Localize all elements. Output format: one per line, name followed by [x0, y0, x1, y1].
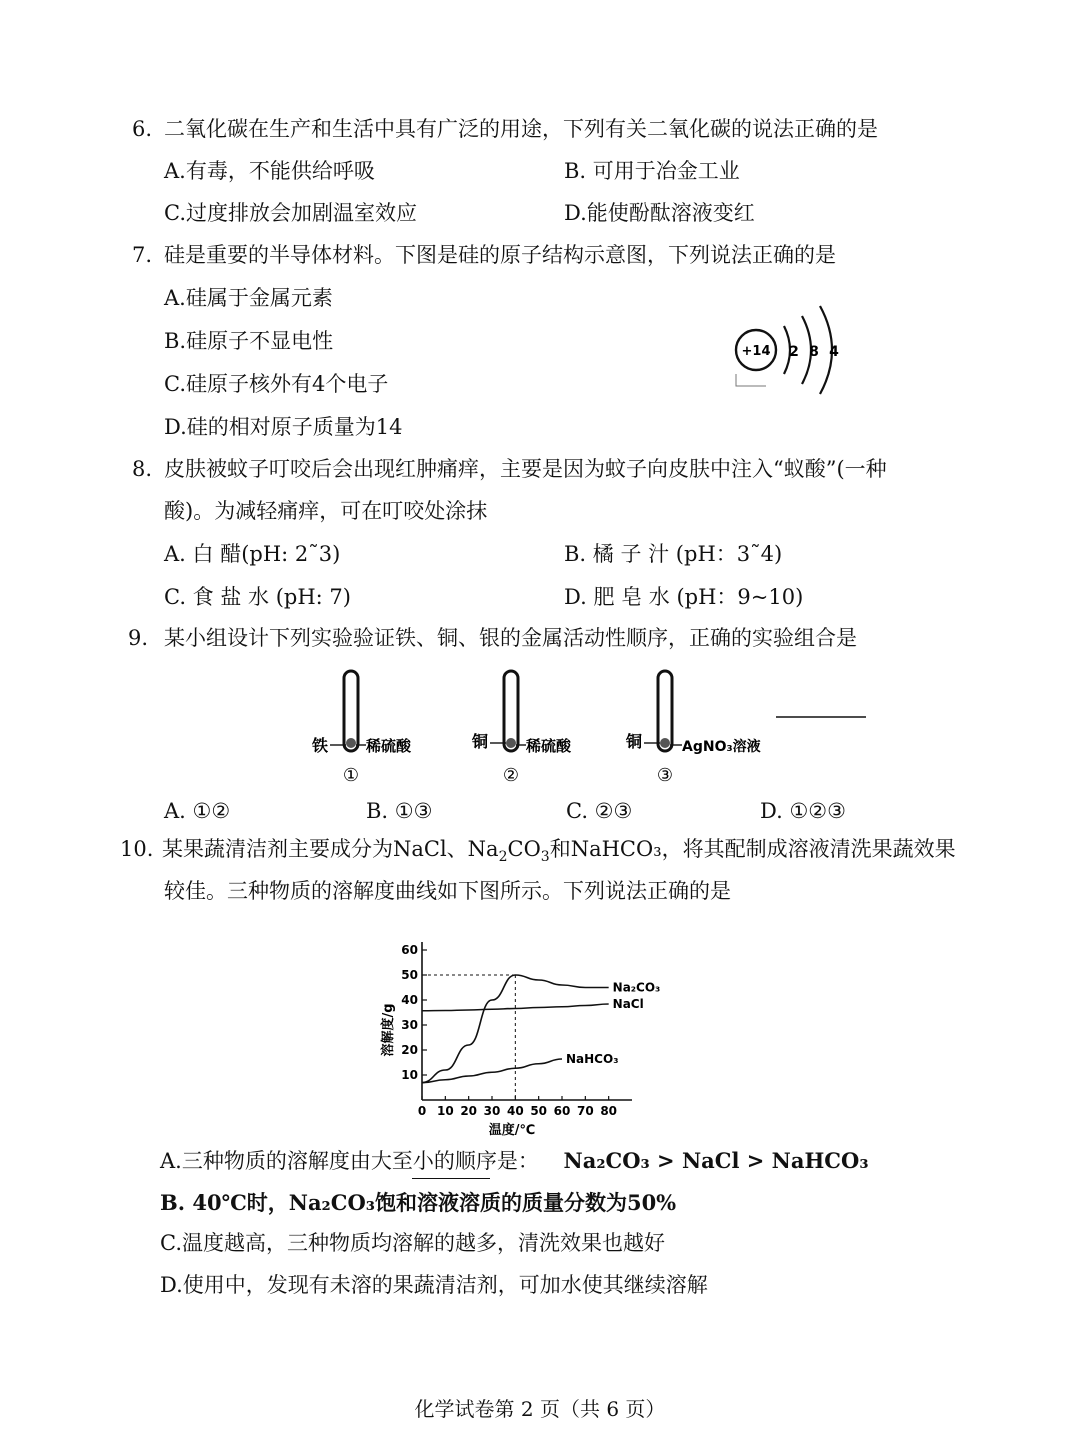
atom-baseline-mark — [736, 374, 766, 386]
test-tube-2 — [471, 671, 572, 786]
q10-option-a-underline — [412, 1178, 490, 1179]
q10-option-b: B. 40℃时，Na₂CO₃饱和溶液溶质的质量分数为50% — [160, 1190, 677, 1215]
test-tube-2-solution-label: 稀硫酸 — [526, 737, 572, 755]
q10-stem-line1-part-c: 和NaHCO₃，将其配制成溶液清洗果蔬效果 — [549, 837, 956, 861]
test-tube-2-metal-piece — [506, 738, 516, 748]
q9-number: 9. — [128, 626, 149, 650]
x-tick-label-7: 70 — [576, 1104, 594, 1118]
q10-stem-line1-sub-b: 3 — [540, 849, 550, 866]
atom-shell-electrons-3: 4 — [829, 344, 839, 360]
y-tick-label-5: 60 — [401, 943, 418, 957]
q9-test-tubes-figure — [300, 665, 880, 795]
q10-option-d: D.使用中，发现有未溶的果蔬清洁剂，可加水使其继续溶解 — [160, 1273, 708, 1297]
q6-stem: 二氧化碳在生产和生活中具有广泛的用途，下列有关二氧化碳的说法正确的是 — [164, 117, 878, 141]
x-axis-title: 温度/℃ — [488, 1123, 536, 1138]
x-tick-label-5: 50 — [530, 1104, 548, 1118]
q9-option-b: B. ①③ — [366, 799, 433, 823]
x-tick-label-2: 20 — [460, 1104, 478, 1118]
test-tube-3-metal-label: 铜 — [626, 732, 643, 751]
q9-option-a: A. ①② — [164, 799, 231, 823]
q7-stem: 硅是重要的半导体材料。下图是硅的原子结构示意图，下列说法正确的是 — [164, 243, 836, 267]
series-label-nacl: NaCl — [612, 997, 644, 1011]
atom-shell-electrons-2: 8 — [809, 344, 819, 360]
y-tick-label-1: 20 — [401, 1043, 418, 1057]
q10-number: 10. — [120, 837, 154, 861]
q8-option-c: C. 食 盐 水 (pH: 7) — [164, 585, 351, 609]
atom-shell-electrons-1: 2 — [789, 344, 799, 360]
x-tick-label-8: 80 — [600, 1104, 618, 1118]
test-tube-3-number: ③ — [656, 765, 674, 786]
test-tube-2-number: ② — [502, 765, 520, 786]
q6-option-a: A.有毒，不能供给呼吸 — [164, 159, 375, 183]
q10-option-c: C.温度越高，三种物质均溶解的越多，清洗效果也越好 — [160, 1231, 665, 1255]
q6-option-d: D.能使酚酞溶液变红 — [564, 201, 755, 225]
q7-option-b: B.硅原子不显电性 — [164, 329, 334, 353]
q9-option-d: D. ①②③ — [760, 799, 846, 823]
q6-number: 6. — [132, 117, 153, 141]
q10-stem-line1 — [162, 836, 956, 870]
solubility-curve-chart — [372, 930, 661, 1140]
x-tick-label-6: 60 — [553, 1104, 571, 1118]
q6-option-c: C.过度排放会加剧温室效应 — [164, 201, 417, 225]
q9-option-c: C. ②③ — [566, 799, 633, 823]
test-tube-1-number: ① — [342, 765, 360, 786]
page-footer: 化学试卷第 2 页（共 6 页） — [414, 1397, 666, 1421]
test-tube-3-metal-piece — [660, 738, 670, 748]
q10-option-a-text: A.三种物质的溶解度由大至小的顺序是： — [160, 1149, 539, 1173]
y-tick-label-3: 40 — [401, 993, 418, 1007]
x-tick-label-4: 40 — [506, 1104, 524, 1118]
test-tube-1-metal-label: 铁 — [312, 736, 329, 755]
x-tick-label-3: 30 — [483, 1104, 501, 1118]
q10-stem-line1-sub-a: 2 — [498, 849, 508, 866]
y-tick-label-4: 50 — [401, 968, 418, 982]
test-tube-1-solution-label: 稀硫酸 — [366, 737, 412, 755]
q9-stem: 某小组设计下列实验验证铁、铜、银的金属活动性顺序，正确的实验组合是 — [164, 626, 857, 650]
y-tick-label-2: 30 — [401, 1018, 418, 1032]
test-tube-2-metal-label: 铜 — [472, 732, 489, 751]
q8-option-d: D. 肥 皂 水 (pH：9~10) — [564, 585, 804, 609]
x-tick-label-1: 10 — [436, 1104, 454, 1118]
q8-stem-line1: 皮肤被蚊子叮咬后会出现红肿痛痒，主要是因为蚊子向皮肤中注入“蚁酸”(一种 — [164, 457, 887, 481]
atom-nucleus-charge: +14 — [741, 344, 771, 359]
test-tube-1 — [311, 671, 412, 786]
q10-option-a — [160, 1148, 869, 1174]
q8-number: 8. — [132, 457, 153, 481]
q10-option-a-formula: Na₂CO₃ > NaCl > NaHCO₃ — [563, 1148, 869, 1173]
q8-option-a: A. 白 醋(pH: 2˜3) — [164, 542, 341, 566]
series-label-nahco3: NaHCO₃ — [566, 1052, 619, 1066]
q8-option-b: B. 橘 子 汁 (pH：3˜4) — [564, 542, 783, 566]
y-axis-title: 溶解度/g — [381, 1003, 396, 1057]
series-label-na2co3: Na₂CO₃ — [612, 980, 661, 995]
q6-option-b: B. 可用于冶金工业 — [564, 159, 740, 183]
test-tube-3-solution-label: AgNO₃溶液 — [682, 739, 761, 755]
silicon-atom-structure-diagram — [726, 300, 856, 410]
q7-option-c: C.硅原子核外有4个电子 — [164, 372, 389, 396]
y-tick-label-0: 10 — [401, 1068, 418, 1082]
test-tube-1-metal-piece — [346, 738, 356, 748]
q10-stem-line2: 较佳。三种物质的溶解度曲线如下图所示。下列说法正确的是 — [164, 879, 731, 903]
q8-stem-line2: 酸)。为减轻痛痒，可在叮咬处涂抹 — [164, 499, 488, 523]
q10-stem-line1-part-a: 某果蔬清洁剂主要成分为NaCl、Na — [162, 837, 499, 861]
q7-option-a: A.硅属于金属元素 — [164, 286, 333, 310]
test-tube-3 — [625, 671, 761, 786]
q7-number: 7. — [132, 243, 153, 267]
q7-option-d: D.硅的相对原子质量为14 — [164, 415, 403, 439]
x-tick-label-0: 0 — [417, 1104, 427, 1118]
q10-stem-line1-part-b: CO — [507, 837, 541, 861]
